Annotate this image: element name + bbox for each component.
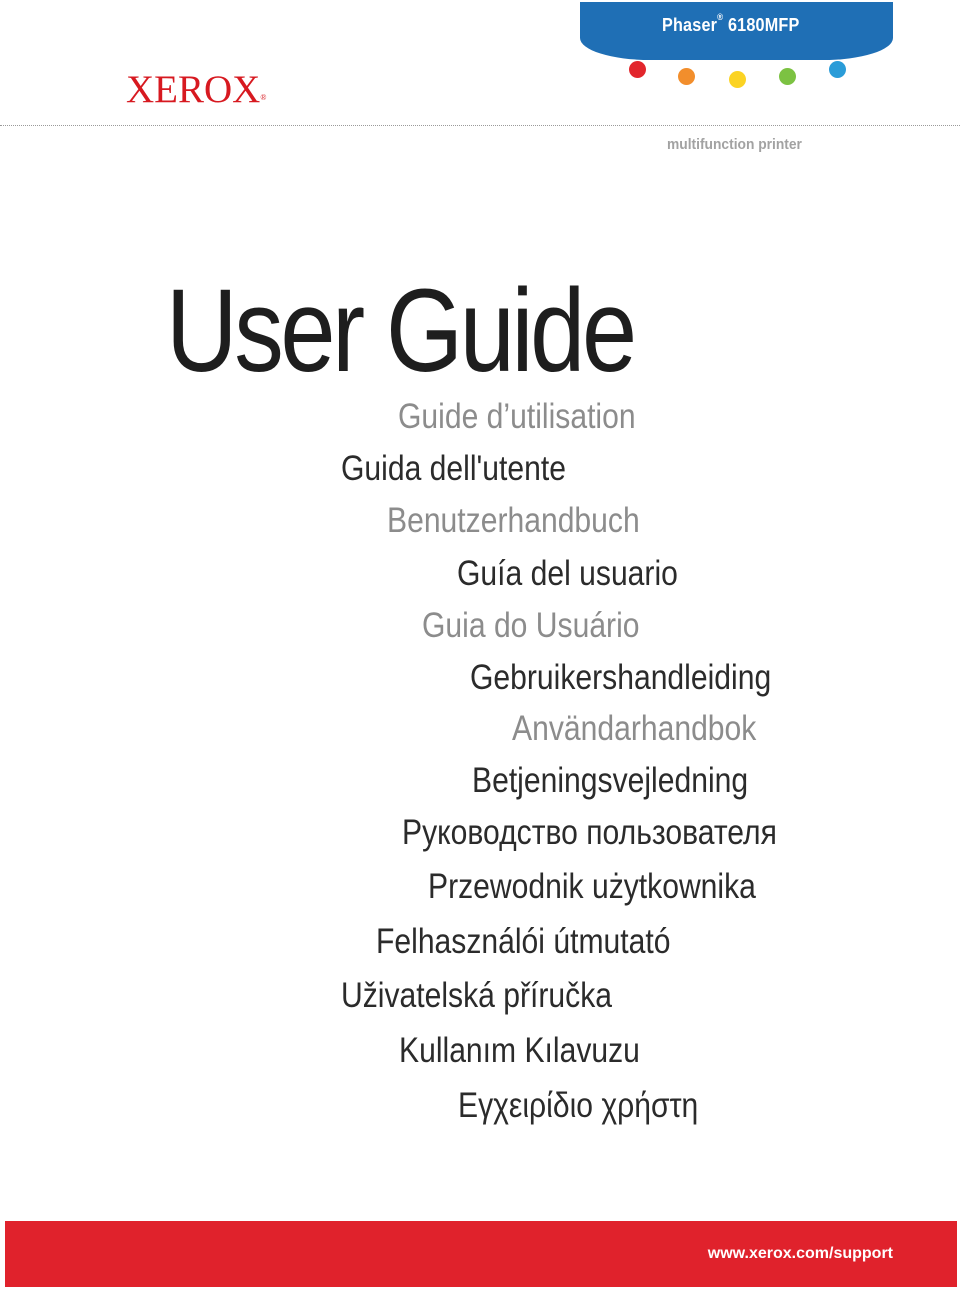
model-number: 6180MFP [727, 15, 800, 35]
logo-text: XEROX [126, 68, 261, 111]
xerox-logo [126, 70, 266, 109]
product-tagline: multifunction printer [667, 136, 802, 153]
title-czech: Uživatelská příručka [341, 976, 612, 1015]
title-danish: Betjeningsvejledning [472, 761, 749, 800]
title-turkish: Kullanım Kılavuzu [399, 1031, 640, 1070]
title-french: Guide d’utilisation [398, 397, 636, 436]
document-title: User Guide [166, 265, 634, 397]
title-swedish: Användarhandbok [512, 709, 757, 748]
title-spanish: Guía del usuario [457, 554, 678, 593]
model-name: Phaser [662, 15, 718, 35]
color-dot-red [629, 61, 646, 78]
title-german: Benutzerhandbuch [387, 501, 640, 540]
color-dot-orange [678, 68, 695, 85]
title-dutch: Gebruikershandleiding [470, 658, 772, 697]
color-dot-green [779, 68, 796, 85]
title-portuguese: Guia do Usuário [422, 606, 640, 645]
title-polish: Przewodnik użytkownika [428, 867, 756, 906]
title-greek: Εγχειρίδιο χρήστη [458, 1086, 699, 1125]
color-dot-yellow [729, 71, 746, 88]
color-dot-blue [829, 61, 846, 78]
model-label [662, 12, 800, 36]
logo-mark: ® [260, 93, 267, 102]
header-divider [0, 125, 960, 126]
title-hungarian: Felhasználói útmutató [376, 922, 671, 961]
registered-mark: ® [717, 12, 724, 22]
support-url[interactable]: www.xerox.com/support [707, 1245, 893, 1262]
title-italian: Guida dell'utente [341, 449, 566, 488]
title-russian: Руководство пользователя [402, 813, 777, 852]
